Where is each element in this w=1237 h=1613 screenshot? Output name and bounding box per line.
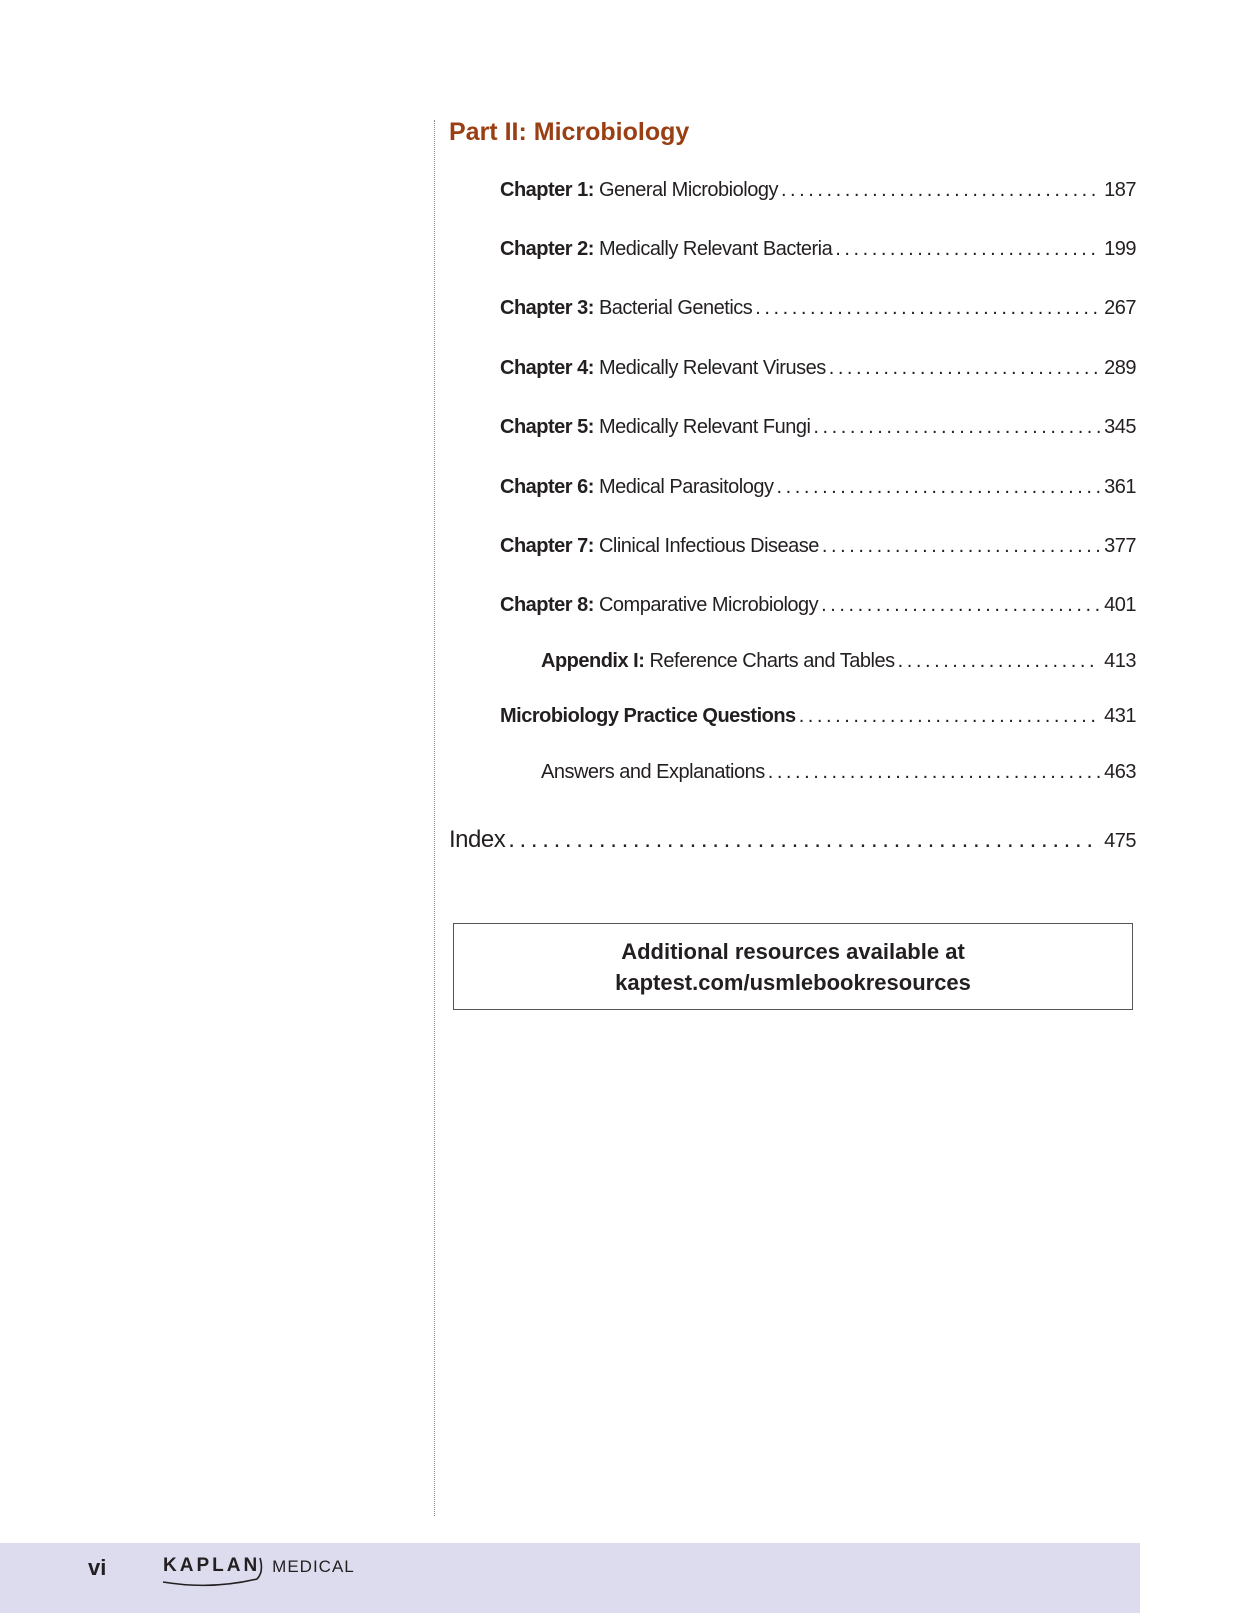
kaplan-medical-logo: [163, 1554, 355, 1594]
toc-page-number: 475: [1104, 830, 1136, 852]
toc-entry-label: Chapter 6: Medical Parasitology: [500, 476, 774, 498]
dot-leader: [835, 238, 1100, 261]
toc-entry-label: Chapter 5: Medically Relevant Fungi: [500, 416, 811, 438]
toc-page-number: 463: [1104, 761, 1136, 783]
dot-leader: [508, 826, 1100, 854]
toc-entry-chapter-4[interactable]: [500, 357, 1136, 387]
dot-leader: [755, 297, 1100, 320]
dot-leader: [781, 179, 1100, 202]
toc-page-number: 267: [1104, 297, 1136, 319]
toc-entry-index[interactable]: [449, 826, 1136, 856]
toc-entry-chapter-7[interactable]: [500, 535, 1136, 565]
logo-medical-wordmark: MEDICAL: [272, 1557, 355, 1576]
dot-leader: [799, 705, 1100, 728]
toc-page-number: 413: [1104, 650, 1136, 672]
swoosh-icon: [161, 1554, 266, 1588]
logo-kaplan-wordmark: KAPLAN: [163, 1554, 260, 1578]
toc-entry-label: Chapter 7: Clinical Infectious Disease: [500, 535, 819, 557]
toc-page-number: 401: [1104, 594, 1136, 616]
toc-entry-answers[interactable]: [541, 761, 1136, 791]
toc-entry-label: Answers and Explanations: [541, 761, 765, 783]
toc-page-number: 361: [1104, 476, 1136, 498]
toc-page-number: 431: [1104, 705, 1136, 727]
resources-url[interactable]: kaptest.com/usmlebookresources: [615, 969, 971, 995]
toc-entry-chapter-2[interactable]: [500, 238, 1136, 268]
toc-entry-chapter-1[interactable]: [500, 179, 1136, 209]
toc-entry-chapter-3[interactable]: [500, 297, 1136, 327]
toc-page-number: 289: [1104, 357, 1136, 379]
toc-entry-label: Appendix I: Reference Charts and Tables: [541, 650, 895, 672]
dot-leader: [821, 594, 1100, 617]
toc-entry-label: Microbiology Practice Questions: [500, 705, 796, 727]
toc-page-number: 345: [1104, 416, 1136, 438]
resources-text: Additional resources available at: [621, 938, 965, 964]
toc-page-number: 377: [1104, 535, 1136, 557]
toc-entry-chapter-6[interactable]: [500, 476, 1136, 506]
dot-leader: [829, 357, 1100, 380]
dotted-vertical-rule: [434, 120, 435, 1516]
toc-entry-label: Chapter 1: General Microbiology: [500, 179, 778, 201]
toc-entry-label: Chapter 8: Comparative Microbiology: [500, 594, 819, 616]
dot-leader: [813, 416, 1100, 439]
dot-leader: [822, 535, 1100, 558]
toc-entry-label: Index: [449, 826, 506, 853]
toc-entry-practice-questions[interactable]: [500, 705, 1136, 735]
part-title: Part II: Microbiology: [449, 118, 690, 146]
dot-leader: [777, 476, 1101, 499]
toc-page-number: 187: [1104, 179, 1136, 201]
dot-leader: [768, 761, 1100, 784]
toc-entry-chapter-5[interactable]: [500, 416, 1136, 446]
toc-entry-chapter-8[interactable]: [500, 594, 1136, 624]
additional-resources-box: [453, 923, 1133, 1010]
page-number: vi: [88, 1555, 107, 1580]
toc-entry-label: Chapter 3: Bacterial Genetics: [500, 297, 753, 319]
toc-entry-appendix-1[interactable]: [541, 650, 1136, 680]
toc-page-number: 199: [1104, 238, 1136, 260]
toc-entry-label: Chapter 2: Medically Relevant Bacteria: [500, 238, 833, 260]
toc-entry-label: Chapter 4: Medically Relevant Viruses: [500, 357, 826, 379]
dot-leader: [898, 650, 1101, 673]
